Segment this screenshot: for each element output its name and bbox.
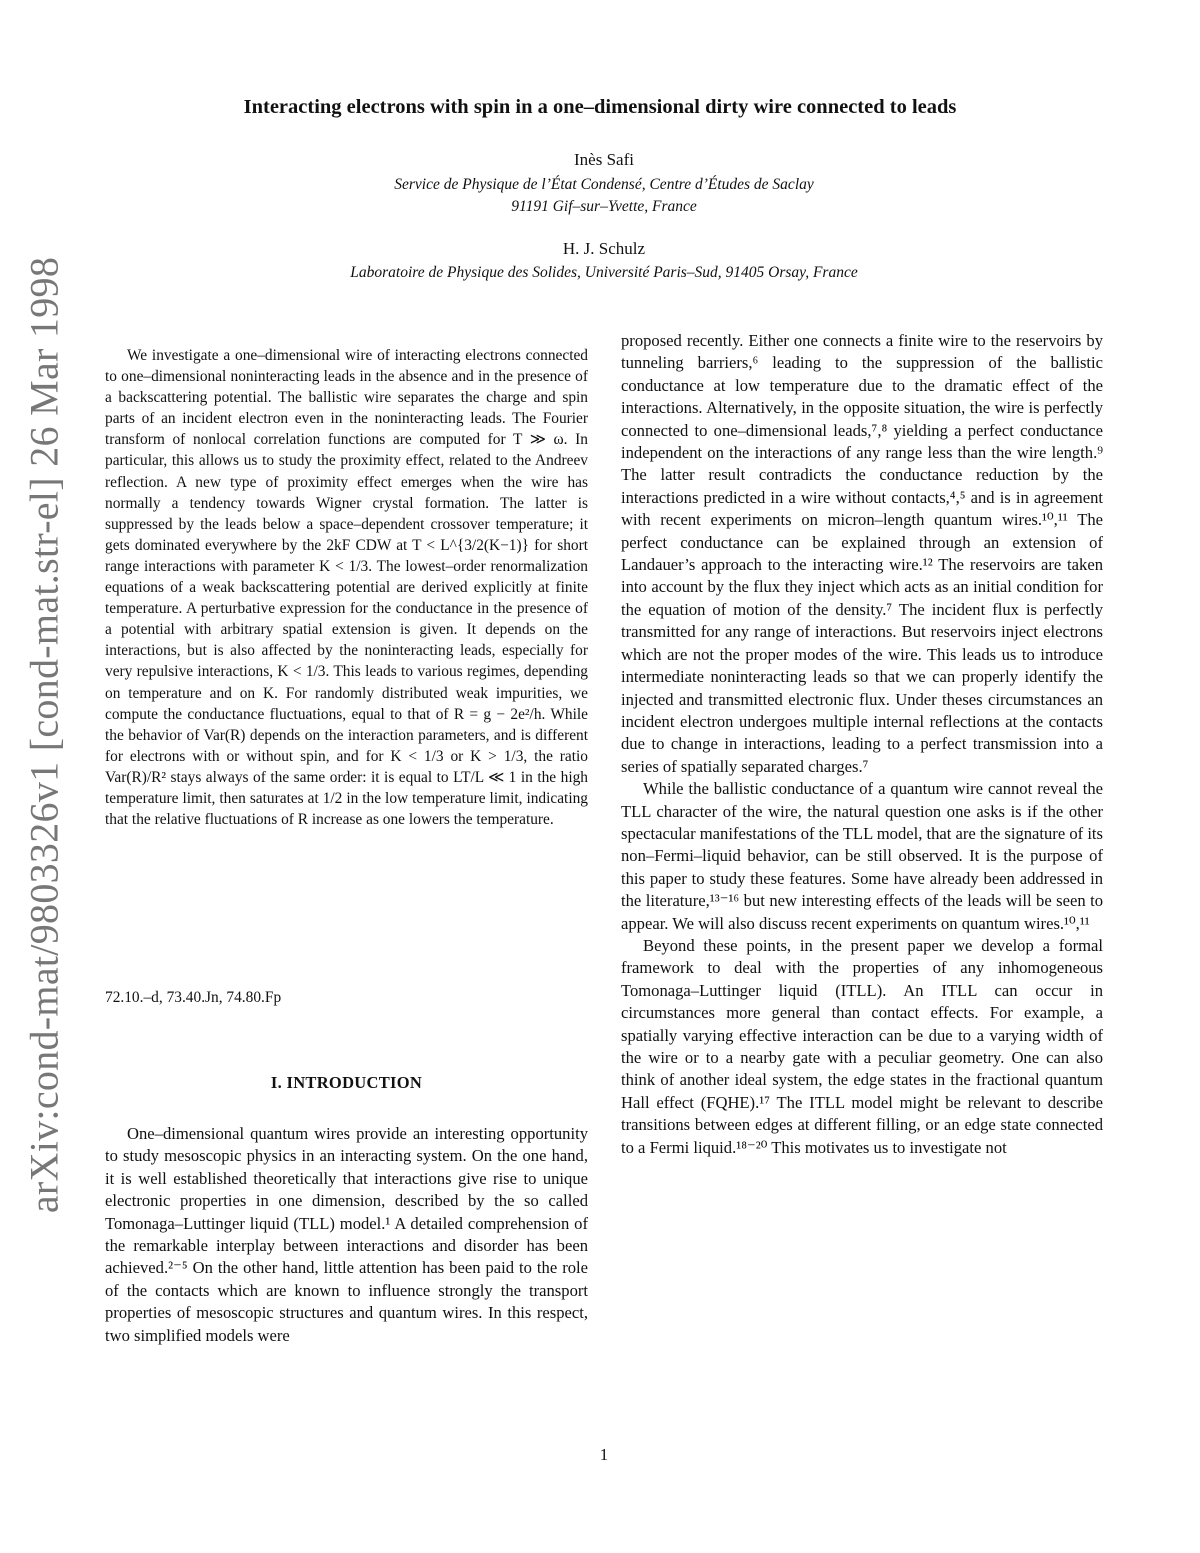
arxiv-identifier-watermark	[14, 255, 74, 1215]
author-2-affiliation-line-1: Laboratoire de Physique des Solides, Université Paris–Sud, 91405 Orsay, France	[350, 264, 858, 281]
right-column	[621, 330, 1103, 1159]
intro-paragraph: One–dimensional quantum wires provide an interesting opportunity to study mesoscopic physics in an interacting system. On the one hand, it is well established theoretically that interactions give rise to unique electronic properties in one dimension, described by the so called Tomonaga–Luttinger liquid (TLL) model.¹ A detailed comprehension of the remarkable interplay between interactions and disorder has been achieved.²⁻⁵ On the other hand, little attention has been paid to the role of the contacts which are known to influence strongly the transport properties of mesoscopic structures and quantum wires. In this respect, two simplified models were	[105, 1124, 588, 1345]
arxiv-identifier: arXiv:cond-mat/9803326v1 [cond-mat.str-el] 26 Mar 1998	[21, 256, 67, 1214]
right-paragraph-1: proposed recently. Either one connects a finite wire to the reservoirs by tunneling barriers,⁶ leading to the suppression of the ballistic conductance at low temperature due to the dramatic effect of the interactions. Alternatively, in the opposite situation, the wire is perfectly connected to one–dimensional leads,⁷,⁸ yielding a perfect conductance independent on the interactions of any range less than the wire length.⁹ The latter result contradicts the conductance reduction by the interactions predicted in a wire without contacts,⁴,⁵ and is in agreement with recent experiments on micron–length quantum wires.¹⁰,¹¹ The perfect conductance can be explained through an extension of Landauer’s approach to the interacting wire.¹² The reservoirs are taken into account by the flux they inject which acts as an initial condition for the equation of motion of the density.⁷ The incident flux is perfectly transmitted for any range of interactions. But reservoirs inject electrons which are not the proper modes of the wire. This leads us to introduce intermediate noninteracting leads so that we can properly identify the injected and transmitted electronic flux. Under theses circumstances an incident electron undergoes multiple internal reflections at the contacts due to change in interactions, leading to a perfect transmission into a series of spatially separated charges.⁷	[621, 331, 1103, 776]
author-2-name: H. J. Schulz	[562, 239, 646, 258]
section-heading-introduction: I. INTRODUCTION	[270, 1073, 423, 1092]
right-paragraph-3: Beyond these points, in the present paper we develop a formal framework to deal with the properties of any inhomogeneous Tomonaga–Luttinger liquid (ITLL). An ITLL can occur in circumstances more general than contact effects. For example, a spatially varying effective interaction can be due to a varying width of the wire or to a nearby gate with a peculiar geometry. One can also think of another ideal system, the edge states in the fractional quantum Hall effect (FQHE).¹⁷ The ITLL model might be relevant to describe transitions between edges at different filling, or an edge state connected to a Fermi liquid.¹⁸⁻²⁰ This motivates us to investigate not	[621, 935, 1103, 1157]
pacs-numbers: 72.10.–d, 73.40.Jn, 74.80.Fp	[105, 989, 282, 1006]
author-1-name: Inès Safi	[574, 150, 634, 169]
page-number: 1	[599, 1445, 609, 1464]
right-paragraph-2: While the ballistic conductance of a quantum wire cannot reveal the TLL character of the wire, the natural question one asks is if the other spectacular manifestations of the TLL model, that are the signature of its non–Fermi–liquid behavior, can be still observed. It is the purpose of this paper to study these features. Some have already been addressed in the literature,¹³⁻¹⁶ but new interesting effects of the leads will be seen to appear. We will also discuss recent experiments on quantum wires.¹⁰,¹¹	[621, 779, 1103, 933]
author-1-affiliation-line-1: Service de Physique de l’État Condensé, Centre d’Études de Saclay	[394, 176, 814, 193]
abstract: We investigate a one–dimensional wire of interacting electrons connected to one–dimensional noninteracting leads in the absence and in the presence of a backscattering potential. The ballistic wire separates the charge and spin parts of an incident electron even in the noninteracting leads. The Fourier transform of nonlocal correlation functions are computed for T ≫ ω. In particular, this allows us to study the proximity effect, related to the Andreev reflection. A new type of proximity effect emerges when the wire has normally a tendency towards Wigner crystal formation. The latter is suppressed by the leads below a space–dependent crossover temperature; it gets dominated everywhere by the 2kF CDW at T < L^{3/2(K−1)} for short range interactions with parameter K < 1/3. The lowest–order renormalization equations of a weak backscattering potential are derived explicitly at finite temperature. A perturbative expression for the conductance in the presence of a potential with arbitrary spatial extension is given. It depends on the interactions, but is also affected by the noninteracting leads, especially for very repulsive interactions, K < 1/3. This leads to various regimes, depending on temperature and on K. For randomly distributed weak impurities, we compute the conductance fluctuations, equal to that of R = g − 2e²/h. While the behavior of Var(R) depends on the interaction parameters, and is different for electrons with or without spin, and for K < 1/3 or K > 1/3, the ratio Var(R)/R² stays always of the same order: it is equal to LT/L ≪ 1 in the high temperature limit, then saturates at 1/2 in the low temperature limit, indicating that the relative fluctuations of R increase as one lowers the temperature.	[105, 347, 588, 829]
paper-title: Interacting electrons with spin in a one–dimensional dirty wire connected to leads	[243, 96, 957, 118]
author-1-affiliation-line-2: 91191 Gif–sur–Yvette, France	[511, 198, 697, 215]
